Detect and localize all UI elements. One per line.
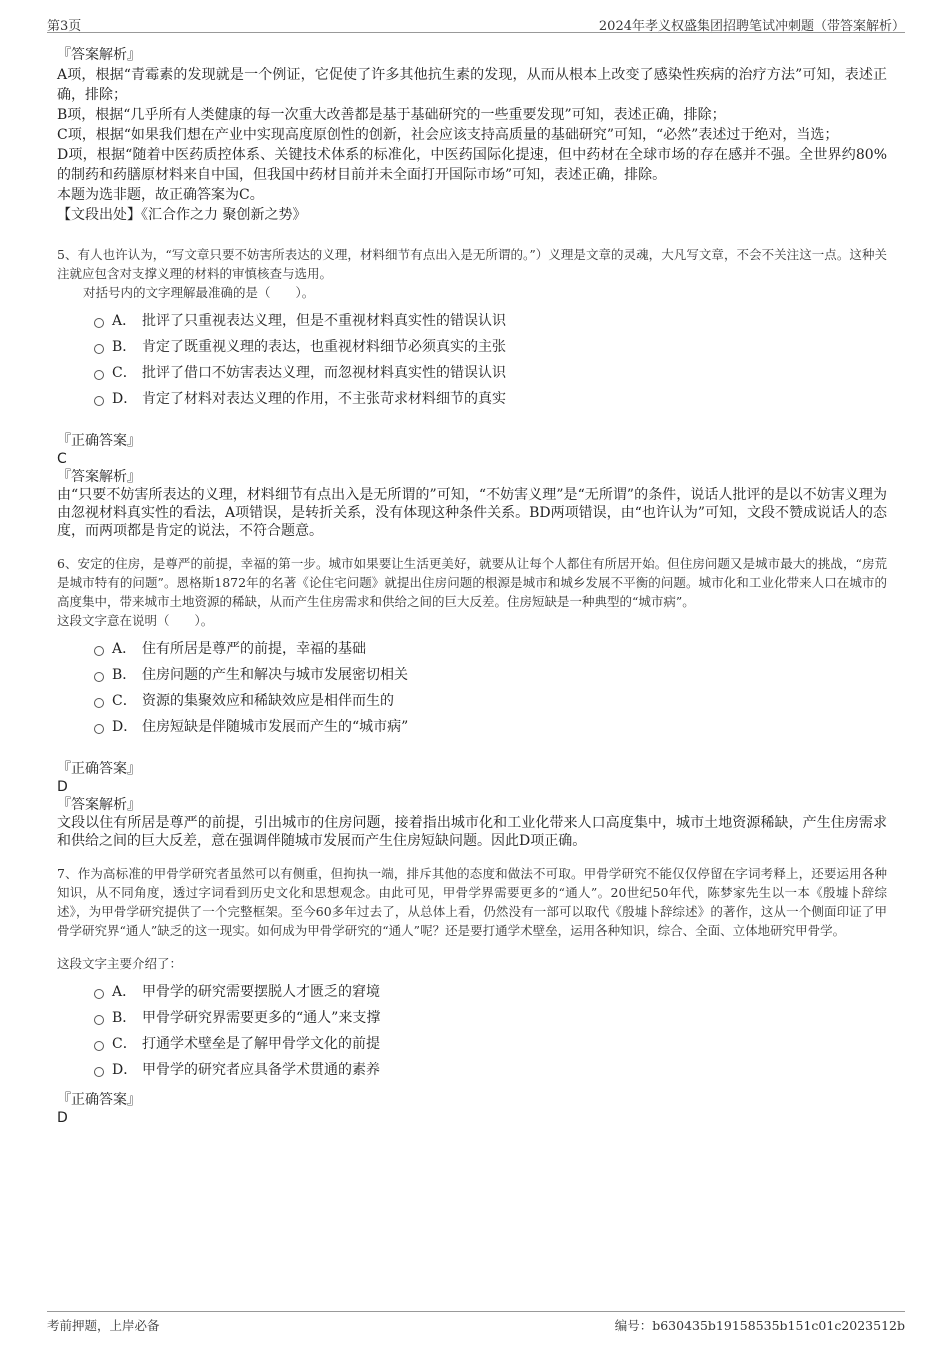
- question-text: 5、有人也许认为，“写文章只要不妨害所表达的义理，材料细节有点出入是无所谓的。”）义理是文章的灵魂，大凡写文章，不会不关注这一点。这种关注就应包含对支撑义理的材料的审慎核查与选用。: [57, 247, 887, 281]
- radio-icon[interactable]: [94, 344, 104, 354]
- question-stem: [57, 554, 887, 630]
- question-prompt: 对括号内的文字理解最准确的是（ ）。: [83, 285, 315, 300]
- radio-icon[interactable]: [94, 698, 104, 708]
- answer-value: D: [57, 779, 68, 795]
- explanation-label: 『答案解析』: [57, 47, 141, 63]
- option-d[interactable]: D． 住房短缺是伴随城市发展而产生的“城市病”: [94, 714, 887, 740]
- answer-label: 『正确答案』: [57, 761, 141, 777]
- option-list: [57, 308, 887, 412]
- answer-value: C: [57, 451, 67, 467]
- radio-icon[interactable]: [94, 1015, 104, 1025]
- question-6: [57, 554, 887, 850]
- answer-label: 『正确答案』: [57, 1092, 141, 1108]
- option-d[interactable]: D． 甲骨学的研究者应具备学术贯通的素养: [94, 1057, 887, 1083]
- radio-icon[interactable]: [94, 1041, 104, 1051]
- page-footer: [47, 1311, 905, 1334]
- radio-icon[interactable]: [94, 370, 104, 380]
- option-d[interactable]: D． 肯定了材料对表达义理的作用，不主张苛求材料细节的真实: [94, 386, 887, 412]
- explanation-para-d: D项，根据“随着中医药质控体系、关键技术体系的标准化，中医药国际化提速，但中药材在全球市场的存在感并不强。全世界约80%的制药和药膳原材料来自中国，但我国中药材目前并未全面打开国际市场”可知，表述正确，排除。: [57, 147, 887, 183]
- page-number: 第3页: [47, 19, 82, 34]
- option-c[interactable]: C． 批评了借口不妨害表达义理，而忽视材料真实性的错误认识: [94, 360, 887, 386]
- option-a[interactable]: A． 甲骨学的研究需要摆脱人才匮乏的窘境: [94, 979, 887, 1005]
- explanation-label: 『答案解析』: [57, 797, 141, 813]
- footer-slogan: 考前押题，上岸必备: [47, 1318, 160, 1333]
- explanation-conclusion: 本题为选非题，故正确答案为C。: [57, 187, 264, 203]
- option-list: [57, 979, 887, 1083]
- option-c[interactable]: C． 资源的集聚效应和稀缺效应是相伴而生的: [94, 688, 887, 714]
- q4-explanation: [57, 45, 887, 225]
- question-text: 6、安定的住房，是尊严的前提，幸福的第一步。城市如果要让生活更美好，就要从让每个人都住有所居开始。但住房问题又是城市最大的挑战，“房荒是城市特有的问题”。恩格斯1872年的名著《论住宅问题》就提出住房问题的根源是城市和城乡发展不平衡的问题。城市化和工业化带来人口在城市的高度集中，带来城市土地资源的稀缺，从而产生住房需求和供给之间的巨大反差。住房短缺是一种典型的“城市病”。: [57, 556, 887, 609]
- explanation-para-c: C项，根据“如果我们想在产业中实现高度原创性的创新，社会应该支持高质量的基础研究”可知，“必然”表述过于绝对，当选；: [57, 127, 839, 143]
- option-b[interactable]: B． 肯定了既重视义理的表达，也重视材料细节必须真实的主张: [94, 334, 887, 360]
- explanation-label: 『答案解析』: [57, 469, 141, 485]
- question-7: [57, 864, 887, 1127]
- explanation-text: 由“只要不妨害所表达的义理，材料细节有点出入是无所谓的”可知，“不妨害义理”是“无所谓”的条件，说话人批评的是以不妨害义理为由忽视材料真实性的看法，A项错误，是转折关系，没有体现这种条件关系。BD两项错误，由“也许认为”可知，文段不赞成说话人的态度，而两项都是肯定的说法，不符合题意。: [57, 487, 887, 539]
- radio-icon[interactable]: [94, 989, 104, 999]
- document-code: 编号：b630435b19158535b151c01c2023512b: [614, 1318, 905, 1333]
- radio-icon[interactable]: [94, 396, 104, 406]
- question-5: [57, 245, 887, 540]
- option-b[interactable]: B． 住房问题的产生和解决与城市发展密切相关: [94, 662, 887, 688]
- radio-icon[interactable]: [94, 646, 104, 656]
- option-a[interactable]: A． 住有所居是尊严的前提，幸福的基础: [94, 636, 887, 662]
- page-header: [47, 12, 905, 33]
- document-body: [57, 45, 887, 1127]
- option-c[interactable]: C． 打通学术壁垒是了解甲骨学文化的前提: [94, 1031, 887, 1057]
- option-list: [57, 636, 887, 740]
- radio-icon[interactable]: [94, 724, 104, 734]
- option-a[interactable]: A． 批评了只重视表达义理，但是不重视材料真实性的错误认识: [94, 308, 887, 334]
- question-text: 7、作为高标准的甲骨学研究者虽然可以有侧重，但拘执一端，排斥其他的态度和做法不可取。甲骨学研究不能仅仅停留在字词考释上，还要运用各种知识，从不同角度，透过字词看到历史文化和思想观念。由此可见，甲骨学界需要更多的“通人”。20世纪50年代，陈梦家先生以一本《殷墟卜辞综述》，为甲骨学研究提供了一个完整框架。至今60多年过去了，从总体上看，仍然没有一部可以取代《殷墟卜辞综述》的著作，这从一个侧面印证了甲骨学研究界“通人”缺乏的这一现实。如何成为甲骨学研究的“通人”呢？还是要打通学术壁垒，运用各种知识，综合、全面、立体地研究甲骨学。: [57, 866, 887, 938]
- radio-icon[interactable]: [94, 318, 104, 328]
- explanation-para-b: B项，根据“几乎所有人类健康的每一次重大改善都是基于基础研究的一些重要发现”可知，表述正确，排除；: [57, 107, 726, 123]
- question-stem: [57, 245, 887, 302]
- document-title: 2024年孝义权盛集团招聘笔试冲刺题（带答案解析）: [598, 19, 905, 34]
- answer-label: 『正确答案』: [57, 433, 141, 449]
- explanation-para-a: A项，根据“青霉素的发现就是一个例证，它促使了许多其他抗生素的发现，从而从根本上改变了感染性疾病的治疗方法”可知，表述正确，排除；: [57, 67, 887, 103]
- explanation-text: 文段以住有所居是尊严的前提，引出城市的住房问题，接着指出城市化和工业化带来人口高度集中，城市土地资源稀缺，产生住房需求和供给之间的巨大反差，意在强调伴随城市发展而产生住房短缺问题。因此D项正确。: [57, 815, 887, 849]
- question-prompt: 这段文字主要介绍了：: [57, 956, 183, 971]
- radio-icon[interactable]: [94, 1067, 104, 1077]
- source-citation: 【文段出处】《汇合作之力 聚创新之势》: [57, 207, 307, 223]
- answer-value: D: [57, 1110, 68, 1126]
- radio-icon[interactable]: [94, 672, 104, 682]
- option-b[interactable]: B． 甲骨学研究界需要更多的“通人”来支撑: [94, 1005, 887, 1031]
- question-prompt: 这段文字意在说明（ ）。: [57, 613, 214, 628]
- question-stem: [57, 864, 887, 973]
